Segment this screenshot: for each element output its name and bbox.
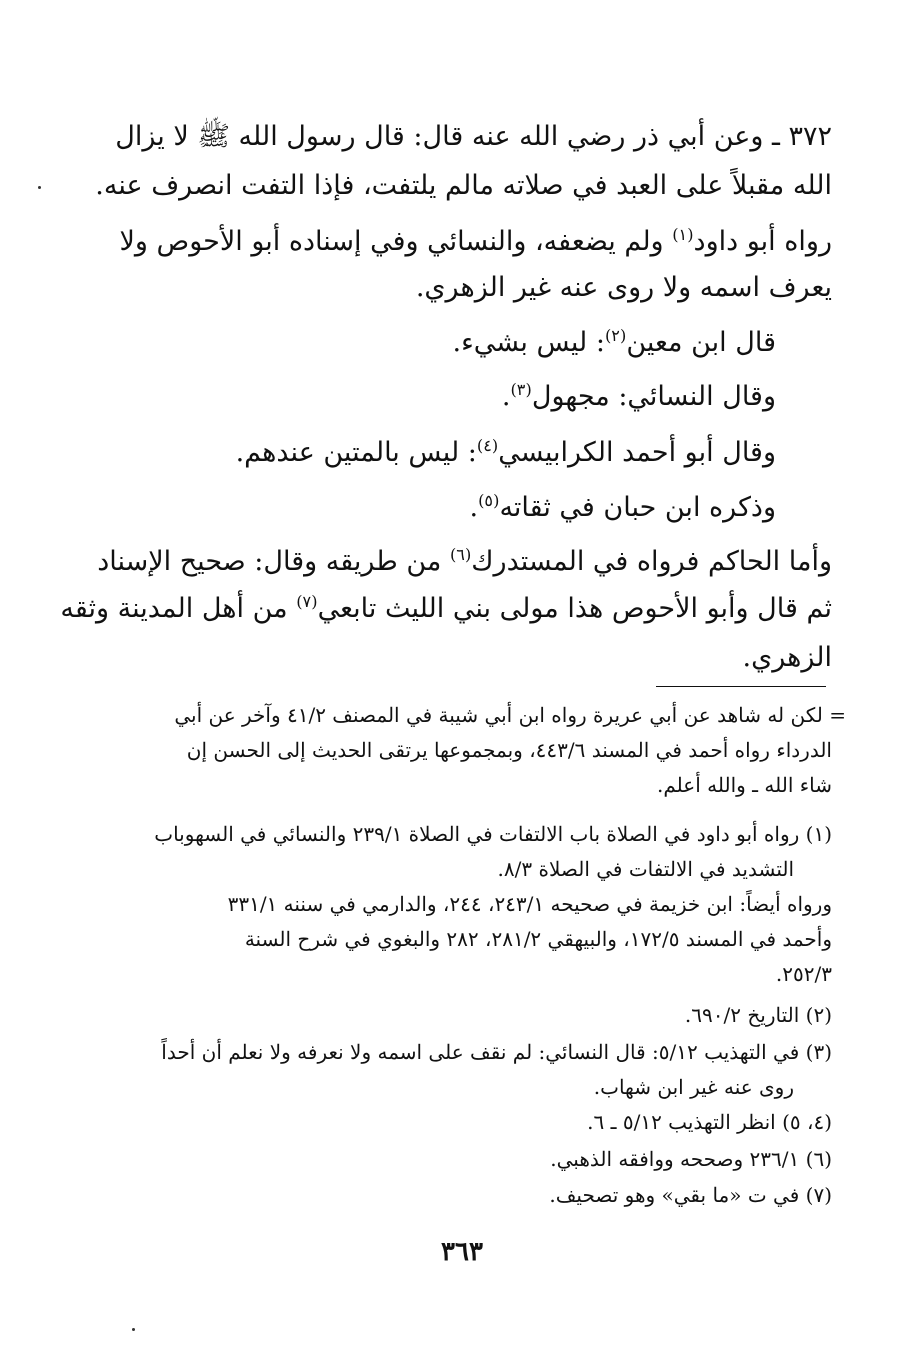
main-line-4: يعرف اسمه ولا روى عنه غير الزهري.	[415, 272, 832, 303]
main-line-5: قال ابن معين$^{(٢)}$: ليس بشيء.	[452, 326, 776, 358]
footnote-separator	[656, 686, 826, 687]
main-line-1: ٣٧٢ ـ وعن أبي ذر رضي الله عنه قال: قال رسول الله ﷺ لا يزال	[115, 121, 832, 152]
continued-note-line-2: الدرداء رواه أحمد في المسند ٤٤٣/٦، وبمجموعها يرتقى الحديث إلى الحسن إن	[186, 738, 832, 762]
main-line-2: الله مقبلاً على العبد في صلاته مالم يلتفت، فإذا التفت انصرف عنه.	[95, 170, 832, 201]
footnote-ref: (٣)	[510, 380, 532, 399]
continued-note-line-1: = لكن له شاهد عن أبي عريرة رواه ابن أبي شيبة في المصنف ٤١/٢ وآخر عن أبي	[174, 703, 846, 727]
main-line-10: ثم قال وأبو الأحوص هذا مولى بني الليث تابعي$^{(٧)}$ من أهل المدينة وثقه	[60, 592, 832, 624]
continued-note-line-3: شاء الله ـ والله أعلم.	[657, 773, 832, 797]
main-line-11: الزهري.	[742, 642, 832, 673]
main-line-6: وقال النسائي: مجهول$^{(٣)}$.	[501, 380, 776, 412]
main-line-8: وذكره ابن حبان في ثقاته$^{(٥)}$.	[469, 491, 776, 523]
margin-speck	[132, 1328, 135, 1331]
footnote-ref: (٧)	[296, 592, 318, 611]
footnote-7: (٧) في ت «ما بقي» وهو تصحيف.	[549, 1183, 832, 1207]
footnote-ref: (٥)	[478, 491, 500, 510]
page-number: ٣٦٣	[441, 1237, 483, 1267]
footnote-ref: (٦)	[449, 545, 472, 564]
footnote-ref: (١)	[672, 225, 694, 244]
footnote-6: (٦) ٢٣٦/١ وصححه ووافقه الذهبي.	[550, 1147, 832, 1171]
main-line-7: وقال أبو أحمد الكرابيسي$^{(٤)}$: ليس بالمتين عندهم.	[235, 436, 776, 468]
footnote-ref: (٢)	[604, 326, 627, 345]
footnote-3-line-1: (٣) في التهذيب ٥/١٢: قال النسائي: لم نقف على اسمه ولا نعرفه ولا نعلم أن أحداً	[161, 1040, 832, 1064]
footnote-4-5: (٤، ٥) انظر التهذيب ٥/١٢ ـ ٦.	[587, 1110, 832, 1134]
main-line-9: وأما الحاكم فرواه في المستدرك$^{(٦)}$ من طريقه وقال: صحيح الإسناد	[97, 545, 832, 577]
footnote-1-line-5: ٢٥٢/٣.	[775, 962, 832, 986]
footnote-1-line-1: (١) رواه أبو داود في الصلاة باب الالتفات في الصلاة ٢٣٩/١ والنسائي في السهوباب	[154, 822, 832, 846]
footnote-3-line-2: روى عنه غير ابن شهاب.	[593, 1075, 794, 1099]
margin-speck	[38, 186, 41, 189]
main-line-3: رواه أبو داود$^{(١)}$ ولم يضعفه، والنسائي وفي إسناده أبو الأحوص ولا	[119, 225, 832, 257]
footnote-1-line-3: ورواه أيضاً: ابن خزيمة في صحيحه ٢٤٣/١، ٢٤٤، والدارمي في سننه ٣٣١/١	[227, 892, 832, 916]
footnote-1-line-4: وأحمد في المسند ١٧٢/٥، والبيهقي ٢٨١/٢، ٢٨٢ والبغوي في شرح السنة	[244, 927, 832, 951]
footnote-ref: (٤)	[476, 436, 499, 455]
footnote-2: (٢) التاريخ ٦٩٠/٢.	[684, 1003, 832, 1027]
footnote-1-line-2: التشديد في الالتفات في الصلاة ٨/٣.	[497, 857, 794, 881]
